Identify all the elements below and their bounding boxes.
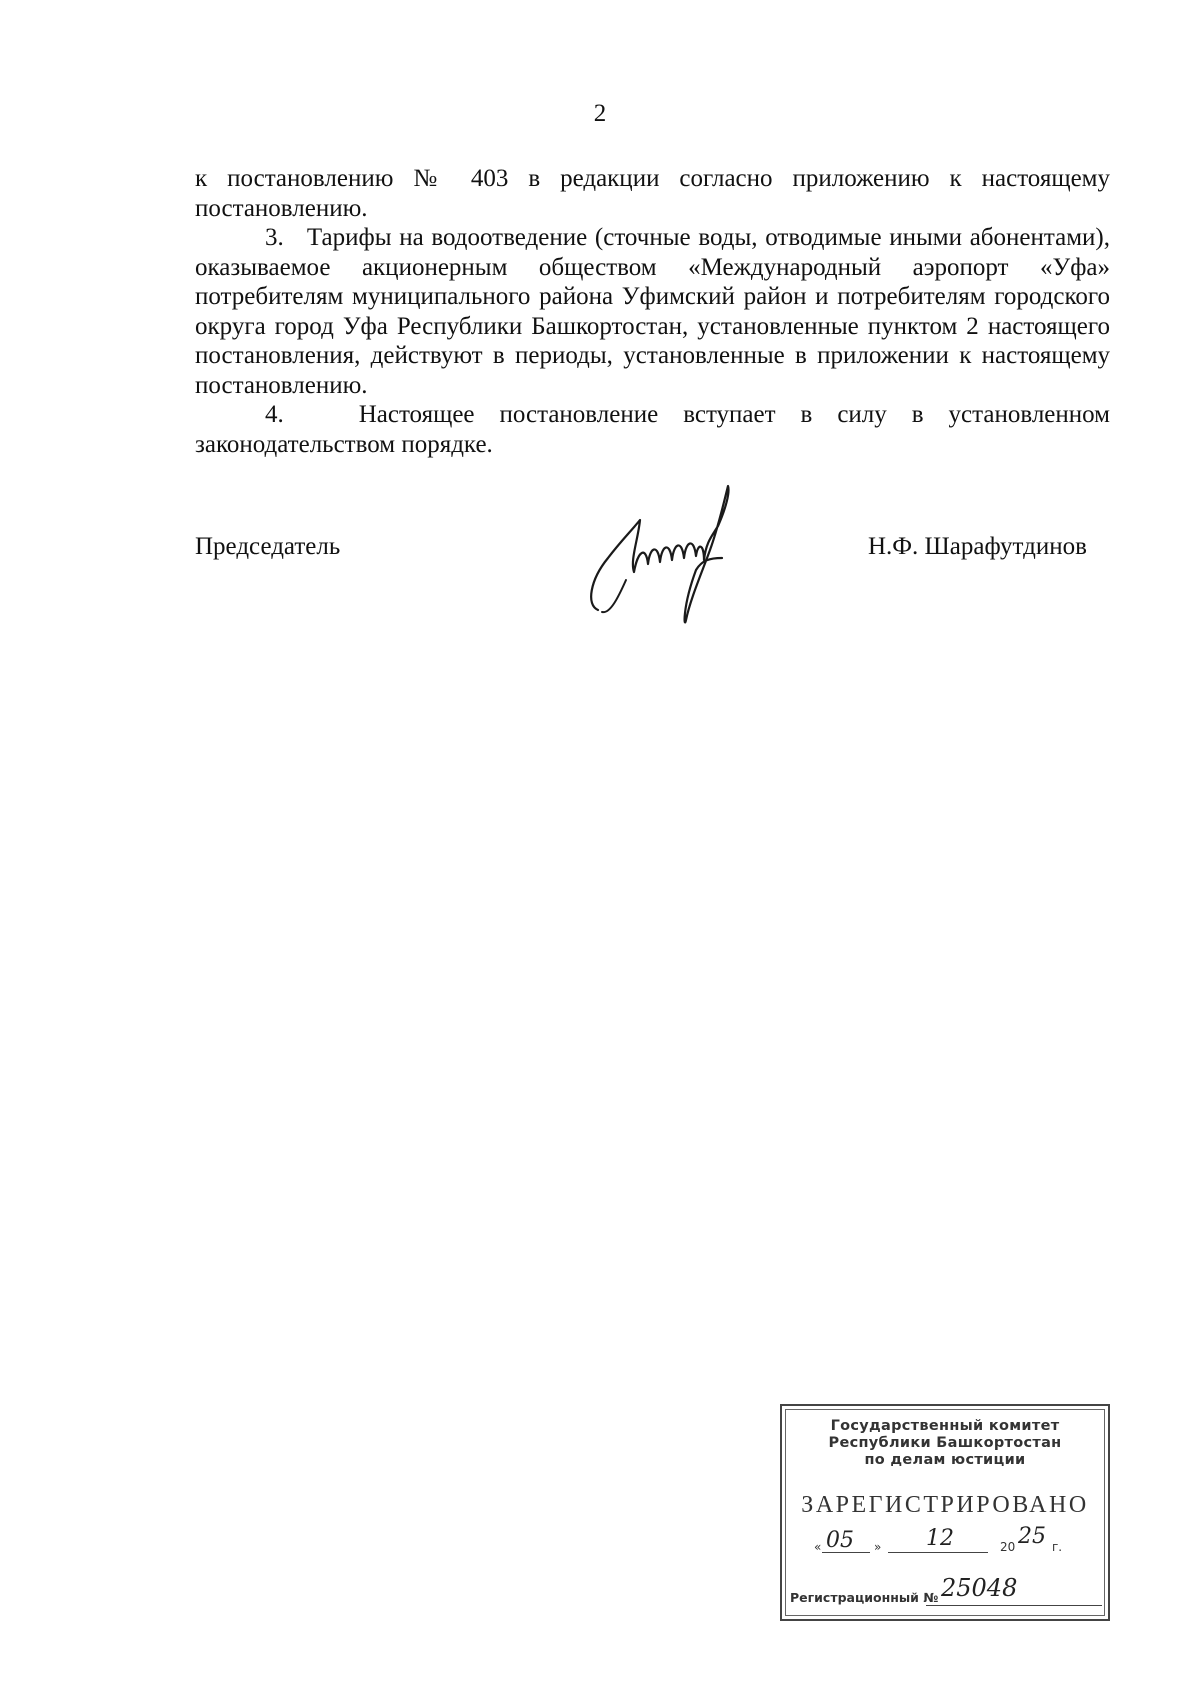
paragraph-4-tail: законодательством порядке.: [195, 430, 493, 458]
stamp-org-line: Государственный комитет: [830, 1418, 1060, 1434]
stamp-year-prefix: 20: [1000, 1540, 1016, 1554]
stamp-year-unit: г.: [1052, 1540, 1063, 1554]
paragraph-4-text: 4. Настоящее постановление вступает в силу в установленном: [265, 401, 1110, 428]
paragraph-4-end: [195, 430, 1110, 460]
paragraph-3: [195, 223, 1110, 400]
signatory-name: Н.Ф. Шарафутдинов: [868, 533, 1087, 560]
stamp-reg-underline: [926, 1605, 1102, 1606]
paragraph-line: к постановлению № 403 в редакции согласно приложению к настоящему: [195, 165, 1110, 192]
stamp-open-quote: «: [814, 1540, 822, 1554]
paragraph-4: [195, 400, 1110, 430]
stamp-year-suffix: 25: [1018, 1524, 1046, 1549]
page-number: 2: [593, 100, 607, 127]
handwritten-signature: [580, 480, 750, 630]
paragraph-3-text: 3. Тарифы на водоотведение (сточные воды, отводимые иными абонентами), оказываемое акционерным обществом «Международный аэропорт «Уфа» потребителям муниципального района Уфимский район и потребителям городского округа город Уфа Республики Башкортостан, установленные пунктом 2 настоящего постановления, действуют в периоды,: [195, 224, 1110, 369]
stamp-registered-label: ЗАРЕГИСТРИРОВАНО: [801, 1492, 1089, 1518]
stamp-close-quote: »: [874, 1540, 882, 1554]
stamp-org-line: Республики Башкортостан: [828, 1435, 1062, 1451]
paragraph-continuation: [195, 164, 1110, 194]
paragraph-3-tail: установленные в приложении к настоящему постановлению.: [195, 342, 1111, 399]
paragraph-continuation-end: [195, 194, 1110, 224]
stamp-org-line: по делам юстиции: [864, 1452, 1026, 1468]
stamp-reg-number: 25048: [941, 1574, 1018, 1602]
signatory-title: Председатель: [195, 533, 341, 560]
stamp-day-underline: [822, 1552, 870, 1553]
paragraph-line: постановлению.: [195, 194, 368, 222]
stamp-month: 12: [926, 1526, 954, 1551]
stamp-day: 05: [826, 1528, 854, 1553]
registration-stamp: [780, 1404, 1110, 1621]
stamp-inner-border: [785, 1409, 1105, 1616]
document-body: [195, 164, 1110, 459]
stamp-reg-label: Регистрационный №: [790, 1590, 939, 1605]
stamp-month-underline: [888, 1552, 988, 1553]
